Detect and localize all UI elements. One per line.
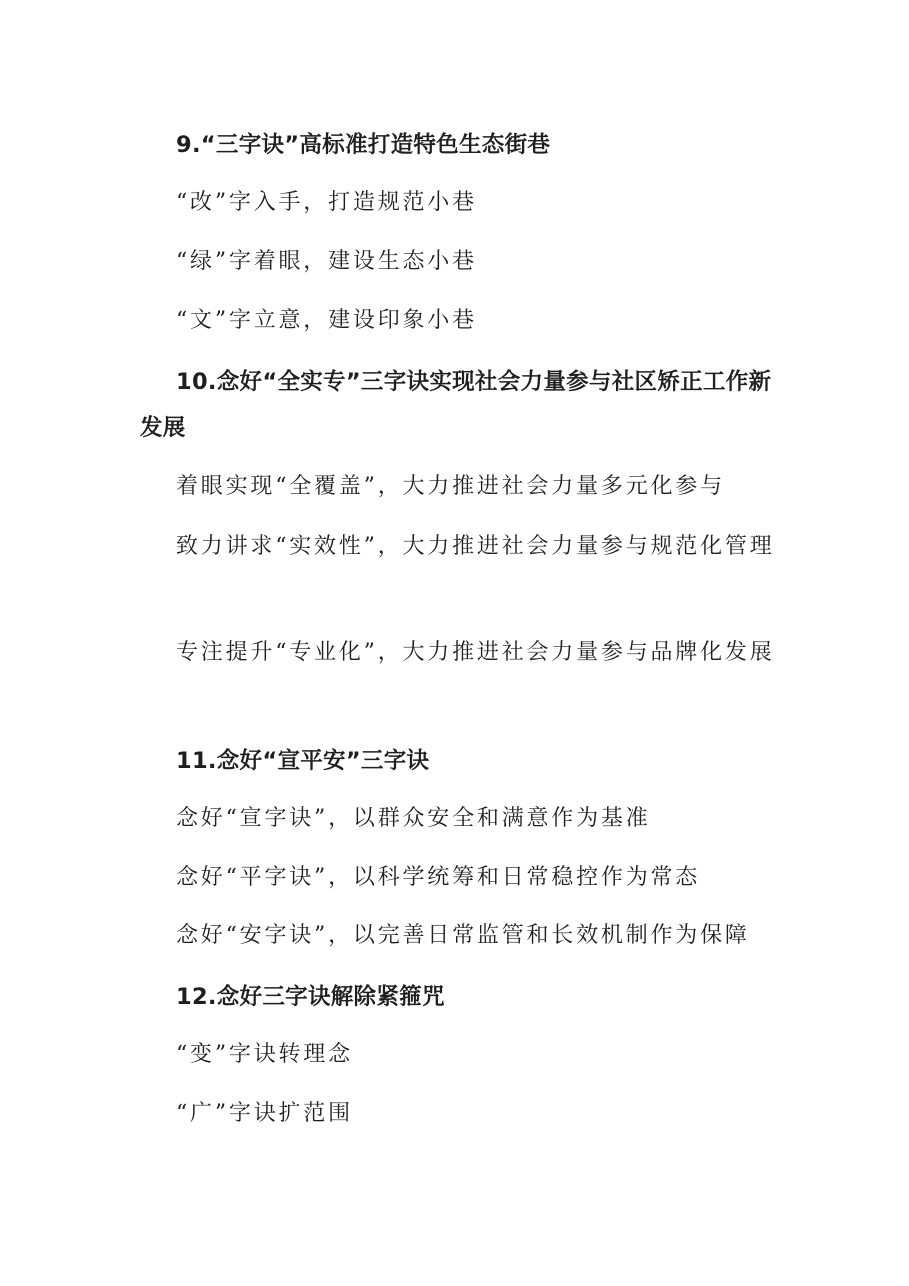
- section-11-heading: 11.念好“宣平安”三字诀: [176, 748, 430, 774]
- section-12-heading: 12.念好三字诀解除紧箍咒: [176, 984, 445, 1010]
- section-12-item-2: “广”字诀扩范围: [176, 1101, 353, 1126]
- section-11-item-3: 念好“安字诀”，以完善日常监管和长效机制作为保障: [176, 923, 750, 948]
- section-9-heading: 9.“三字诀”高标准打造特色生态街巷: [176, 132, 551, 158]
- section-12-item-1: “变”字诀转理念: [176, 1042, 353, 1067]
- section-9-item-3: “文”字立意，建设印象小巷: [176, 308, 477, 333]
- section-10-item-2: 致力讲求“实效性”，大力推进社会力量参与规范化管理: [176, 534, 775, 559]
- section-11-item-2: 念好“平字诀”，以科学统筹和日常稳控作为常态: [176, 865, 701, 890]
- section-9-item-2: “绿”字着眼，建设生态小巷: [176, 249, 477, 274]
- section-10-item-3: 专注提升“专业化”，大力推进社会力量参与品牌化发展: [176, 640, 775, 665]
- section-9-item-1: “改”字入手，打造规范小巷: [176, 190, 477, 215]
- section-11-item-1: 念好“宣字诀”，以群众安全和满意作为基准: [176, 806, 651, 831]
- section-10-item-1: 着眼实现“全覆盖”，大力推进社会力量多元化参与: [176, 474, 725, 499]
- section-10-heading: 10.念好“全实专”三字诀实现社会力量参与社区矫正工作新发展: [140, 369, 772, 441]
